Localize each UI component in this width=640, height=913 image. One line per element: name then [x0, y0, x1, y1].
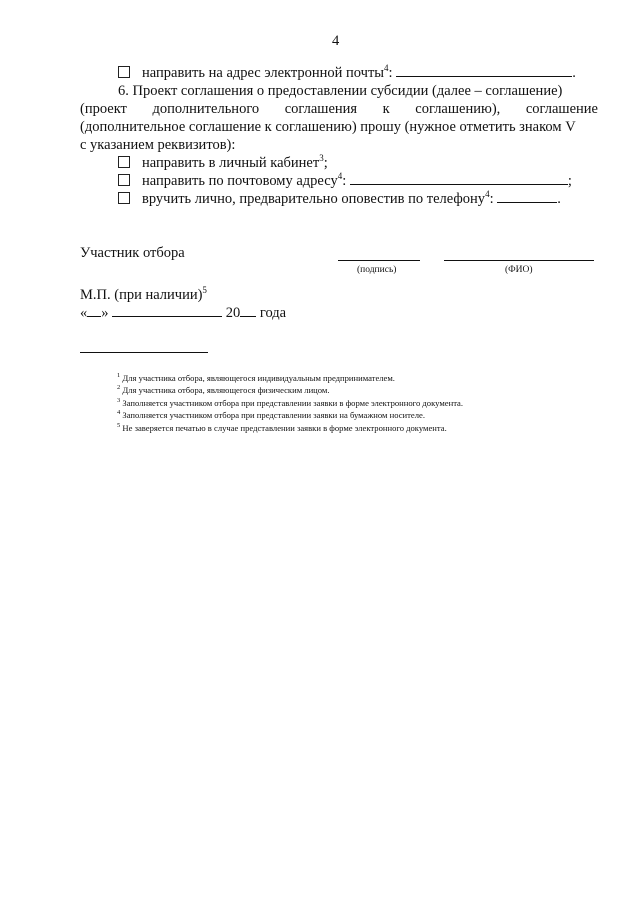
footnote-item: $^4$ Заполняется участником отбора при представлении заявки на бумажном носителе.: [117, 409, 425, 421]
para6-word: соглашение: [525, 101, 598, 117]
para6-line2: [80, 100, 598, 118]
option-cabinet-text: направить в личный кабинет: [142, 155, 320, 171]
checkbox-personal[interactable]: [118, 192, 130, 204]
footnote-ref: 4: [384, 63, 389, 73]
para6-word: соглашению),: [415, 101, 501, 117]
option-postal-colon: :: [342, 173, 347, 189]
signature-caption: (подпись): [357, 265, 397, 275]
option-email-tail: .: [572, 65, 576, 81]
year-blank[interactable]: [240, 304, 256, 317]
date-close-quote: »: [101, 305, 109, 321]
option-cabinet-tail: ;: [323, 155, 328, 171]
para6-word: (проект: [80, 101, 127, 117]
para6-word: соглашения: [284, 101, 358, 117]
option-postal-text: направить по почтовому адресу: [142, 173, 338, 189]
date-open-quote: «: [80, 305, 88, 321]
checkbox-email[interactable]: [118, 66, 130, 78]
stamp-label-text: М.П. (при наличии): [80, 287, 203, 303]
footnotes: [117, 372, 463, 434]
year-suffix: года: [259, 305, 287, 321]
signature-line[interactable]: [338, 260, 420, 261]
footnote-item: $^3$ Заполняется участником отбора при представлении заявки в форме электронного документа.: [117, 396, 464, 408]
participant-label: Участник отбора: [80, 245, 185, 261]
option-postal-end: ;: [567, 173, 572, 189]
month-blank[interactable]: [112, 304, 222, 317]
option-personal-colon: :: [489, 191, 494, 207]
para6-word: дополнительного: [152, 101, 260, 117]
page-number: 4: [332, 33, 340, 49]
para6-word: к: [382, 101, 390, 117]
para6-line3: (дополнительное соглашение к соглашению) прошу (нужное отметить знаком V: [80, 119, 576, 135]
footnote-ref: 3: [319, 153, 324, 163]
footnote-item: $^1$ Для участника отбора, являющегося индивидуальным предпринимателем.: [117, 372, 395, 383]
option-email-text: направить на адрес электронной почты: [142, 65, 385, 81]
footnote-ref: 4: [337, 171, 343, 181]
year-prefix: 20: [225, 305, 241, 321]
email-blank-line[interactable]: [396, 64, 572, 77]
day-blank[interactable]: [87, 304, 101, 317]
option-email: направить на адрес электронной почты$^4$: .: [118, 64, 576, 82]
option-postal: [118, 172, 572, 190]
footnote-ref: 5: [202, 285, 207, 295]
name-line[interactable]: [444, 260, 594, 261]
name-caption: (ФИО): [505, 265, 533, 275]
stamp-label: [80, 286, 207, 304]
postal-blank-line[interactable]: [350, 172, 568, 185]
footnote-item: $^5$ Не заверяется печатью в случае представлении заявки в форме электронного документа.: [117, 421, 447, 433]
option-cabinet: [118, 154, 328, 172]
para6-line4: с указанием реквизитов):: [80, 137, 236, 153]
phone-blank-line[interactable]: [497, 190, 557, 203]
date-line: [80, 304, 286, 322]
para6-line1: 6. Проект соглашения о предоставлении субсидии (далее – соглашение): [118, 83, 563, 99]
option-personal-end: .: [557, 191, 561, 207]
option-personal-text: вручить лично, предварительно оповестив по телефону: [142, 191, 486, 207]
checkbox-cabinet[interactable]: [118, 156, 130, 168]
footnote-item: $^2$ Для участника отбора, являющегося физическим лицом.: [117, 384, 330, 396]
footnote-separator: [80, 352, 208, 353]
footnote-ref: 4: [485, 189, 490, 199]
option-personal: [118, 190, 561, 208]
checkbox-postal[interactable]: [118, 174, 130, 186]
